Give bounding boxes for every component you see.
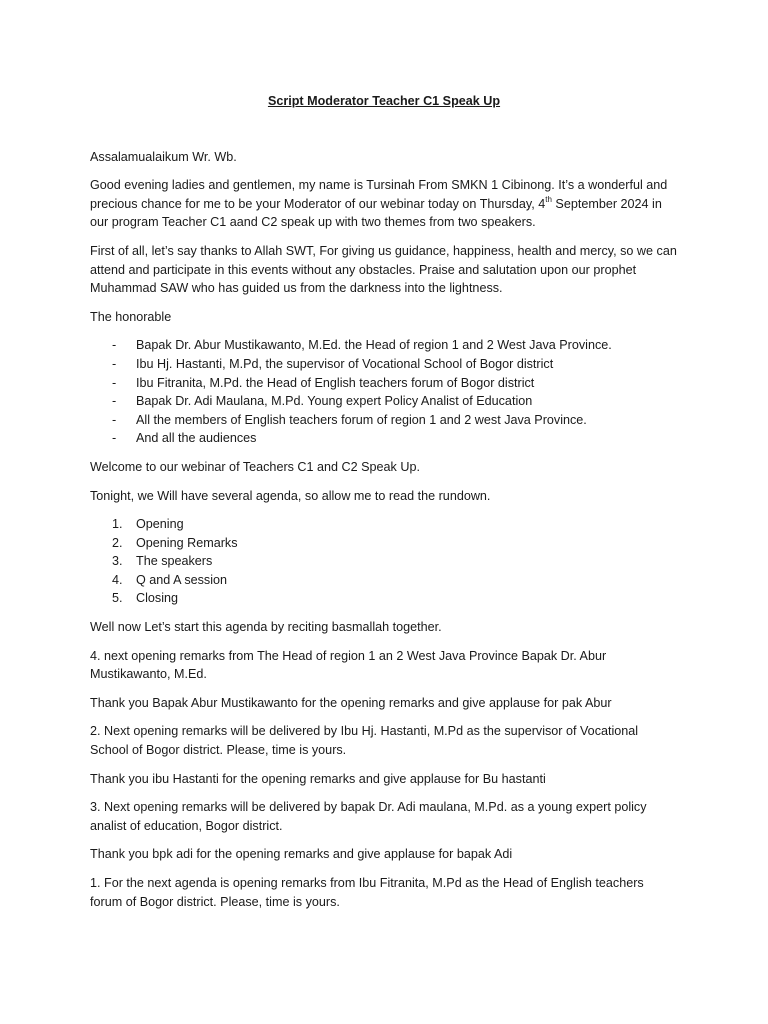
list-number: 1. bbox=[112, 517, 123, 532]
remark-paragraph: 3. Next opening remarks will be delivered by bapak Dr. Adi maulana, M.Pd. as a young expert policy analist of education, Bogor district. bbox=[90, 800, 647, 833]
list-item-text: Bapak Dr. Abur Mustikawanto, M.Ed. the Head of region 1 and 2 West Java Province. bbox=[136, 338, 612, 353]
welcome-paragraph: Welcome to our webinar of Teachers C1 and C2 Speak Up. bbox=[90, 459, 420, 474]
list-item-text: The speakers bbox=[136, 554, 213, 569]
list-item bbox=[90, 355, 678, 374]
list-item bbox=[90, 374, 678, 393]
list-item-text: Closing bbox=[136, 591, 178, 606]
honorable-list bbox=[90, 336, 678, 448]
list-item-text: Bapak Dr. Adi Maulana, M.Pd. Young expert Policy Analist of Education bbox=[136, 394, 533, 409]
list-item bbox=[90, 552, 678, 571]
dash-marker: - bbox=[112, 412, 117, 427]
remark-paragraph: 2. Next opening remarks will be delivered by Ibu Hj. Hastanti, M.Pd as the supervisor of Vocational School of Bogor district. Please, time is yours. bbox=[90, 724, 639, 758]
list-item-text: All the members of English teachers forum of region 1 and 2 west Java Province. bbox=[136, 412, 587, 427]
thanks-remark: Thank you Bapak Abur Mustikawanto for the opening remarks and give applause for pak Abur bbox=[90, 695, 612, 710]
list-item-text: Opening bbox=[136, 517, 184, 532]
list-item bbox=[90, 411, 678, 430]
document-title: Script Moderator Teacher C1 Speak Up bbox=[267, 94, 501, 108]
list-item bbox=[90, 429, 678, 448]
intro-text-b: September 2024 in our program Teacher C1 aand C2 speak up with two themes from two speakers. bbox=[90, 196, 662, 230]
dash-marker: - bbox=[112, 431, 117, 446]
list-item-text: Q and A session bbox=[136, 572, 228, 587]
thanks-remark: Thank you ibu Hastanti for the opening remarks and give applause for Bu hastanti bbox=[90, 771, 546, 786]
list-item bbox=[90, 534, 678, 553]
greeting: Assalamualaikum Wr. Wb. bbox=[90, 149, 237, 164]
honorable-label: The honorable bbox=[90, 309, 172, 324]
list-number: 2. bbox=[112, 535, 123, 550]
list-item-text: And all the audiences bbox=[136, 431, 257, 446]
list-item bbox=[90, 336, 678, 355]
list-item bbox=[90, 589, 678, 608]
list-number: 3. bbox=[112, 554, 123, 569]
dash-marker: - bbox=[112, 338, 117, 353]
list-item-text: Opening Remarks bbox=[136, 535, 238, 550]
list-item bbox=[90, 571, 678, 590]
list-number: 5. bbox=[112, 591, 123, 606]
dash-marker: - bbox=[112, 356, 117, 371]
list-item-text: Ibu Fitranita, M.Pd. the Head of English teachers forum of Bogor district bbox=[136, 375, 535, 390]
intro-paragraph bbox=[90, 176, 678, 232]
thanks-paragraph: First of all, let’s say thanks to Allah SWT, For giving us guidance, happiness, health and mercy, so we can attend and participate in this events without any obstacles. Praise and salutation upon our prophet Muhammad SAW who has guided us from the darkness into the lightness. bbox=[90, 243, 677, 296]
dash-marker: - bbox=[112, 394, 117, 409]
remark-paragraph: 1. For the next agenda is opening remarks from Ibu Fitranita, M.Pd as the Head of English teachers forum of Bogor district. Please, time is yours. bbox=[90, 876, 644, 909]
dash-marker: - bbox=[112, 375, 117, 390]
list-item bbox=[90, 392, 678, 411]
list-number: 4. bbox=[112, 572, 123, 587]
remark-paragraph: 4. next opening remarks from The Head of region 1 an 2 West Java Province Bapak Dr. Abur Mustikawanto, M.Ed. bbox=[90, 648, 607, 682]
agenda-intro: Tonight, we Will have several agenda, so allow me to read the rundown. bbox=[90, 488, 491, 503]
ordinal-suffix: th bbox=[545, 194, 552, 204]
basmallah-paragraph: Well now Let’s start this agenda by reciting basmallah together. bbox=[90, 620, 442, 635]
list-item-text: Ibu Hj. Hastanti, M.Pd, the supervisor of Vocational School of Bogor district bbox=[136, 356, 554, 371]
intro-text-a: Good evening ladies and gentlemen, my name is Tursinah From SMKN 1 Cibinong. It’s a wonderful and precious chance for me to be your Moderator of our webinar today on Thursday, 4 bbox=[90, 178, 668, 211]
list-item bbox=[90, 515, 678, 534]
agenda-list bbox=[90, 515, 678, 608]
thanks-remark: Thank you bpk adi for the opening remarks and give applause for bapak Adi bbox=[90, 847, 513, 862]
